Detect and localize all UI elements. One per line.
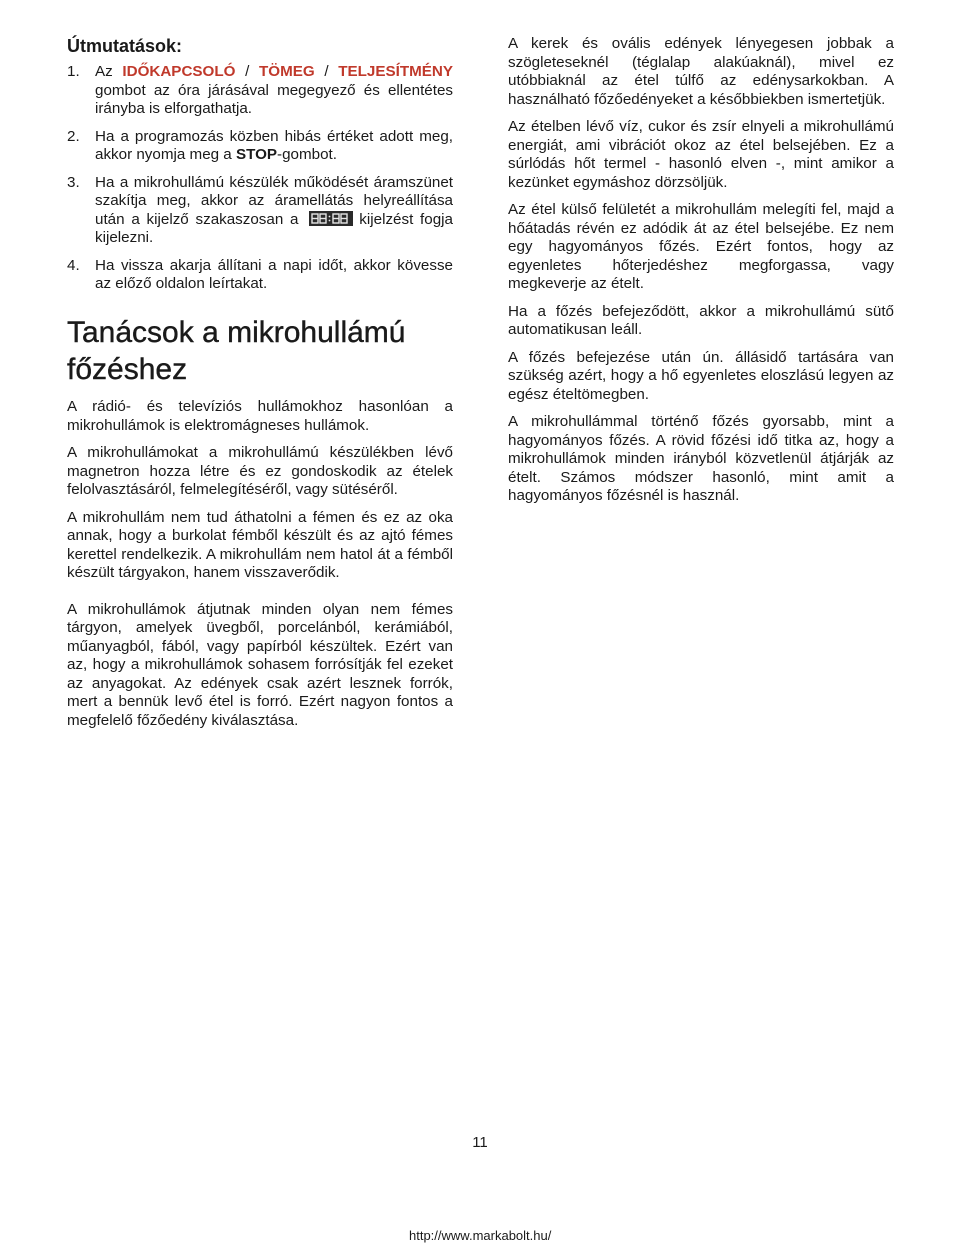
list-item-number: 1. (67, 63, 80, 80)
list-item-text: Ha vissza akarja állítani a napi időt, akkor kövesse az előző oldalon leírtakat. (95, 256, 453, 292)
section-title: Tanácsok a mikrohullámú főzéshez (67, 316, 406, 386)
lcd-display-icon (309, 211, 353, 226)
paragraph: A rádió- és televíziós hullámokhoz hasonlóan a mikrohullámok is elektromágneses hullámok. (67, 398, 453, 434)
list-item (67, 128, 453, 165)
list-item (67, 257, 453, 294)
paragraph: A főzés befejezése után ún. állásidő tartására van szükség azért, hogy a hő egyenletes eloszlású legyen az egész ételtömegben. (508, 348, 894, 403)
weight-keyword: TÖMEG (258, 63, 315, 80)
paragraph: A mikrohullámokat a mikrohullámú készülékben lévő magnetron hozza létre és ez gondoskodik az ételek felolvasztásáról, felmelegítéséről, vagy sütéséről. (67, 444, 453, 498)
list-item-text: Ha a programozás közben hibás értéket adott meg, akkor nyomja meg a (95, 127, 453, 163)
list-item-number: 4. (67, 256, 80, 274)
list-item (67, 63, 453, 119)
list-item-number: 3. (67, 173, 80, 191)
paragraph: Az étel külső felületét a mikrohullám melegíti fel, majd a hőátadás révén ez adódik át az étel belsejébe. Ez nem egy hagyományos főzés. Ezért fontos, hogy az egyenletes hőterjedéshez megforgassa, vagy megkeverje az ételt. (508, 201, 894, 292)
list-item-text: kijelzést fogja kijelezni. (95, 210, 453, 246)
list-item-text: gombot az óra járásával megegyező és ellentétes irányba is elforgathatja. (95, 81, 453, 117)
paragraph: A mikrohullám nem tud áthatolni a fémen és ez az oka annak, hogy a burkolat fémből készült és az ajtó fémes kerettel rendelkezik. A mikrohullám nem hatol át a fémből készült tárgyakon, hanem visszaverődik. (67, 508, 453, 581)
instructions-heading: Útmutatások: (67, 36, 183, 56)
stop-keyword: STOP (235, 146, 278, 163)
page-number: 11 (472, 1134, 488, 1151)
instructions-list (67, 63, 453, 303)
right-paragraphs (508, 35, 894, 515)
list-item-text: -gombot. (277, 146, 337, 163)
paragraph: Az ételben lévő víz, cukor és zsír elnyeli a mikrohullámú energiát, ami vibrációt okoz az étel belsejében. Ez a súrlódás hőt termel - hasonló elven -, mint amikor a kezünket egymáshoz dörzsöljük. (508, 118, 894, 191)
paragraph: A kerek és ovális edények lényegesen jobbak a szögleteseknél (téglalap alakúaknál), mivel ez utóbbiaknál az étel túlfő az edénysarkokban. A használható főzőedényeket a későbbiekben ismertetjük. (508, 35, 894, 108)
separator: / (235, 63, 259, 80)
list-item-number: 2. (67, 127, 80, 145)
list-item-text: Ha a mikrohullámú készülék működését áramszünet szakítja meg, akkor az áramellátás helyreállítása után a kijelző szakaszosan a (95, 173, 453, 228)
paragraph: Ha a főzés befejeződött, akkor a mikrohullámú sütő automatikusan leáll. (508, 302, 894, 338)
paragraph: A mikrohullámok átjutnak minden olyan nem fémes tárgyon, amelyek üvegből, porcelánból, kerámiából, műanyagból, fából, vagy papírból készültek. Ezért van az, hogy a mikrohullámok sohasem forrósítják fel ezeket az anyagokat. Az edények csak azért lesznek forrók, mert a bennük levő étel is forró. Ezért nagyon fontos a megfelelő főzőedény kiválasztása. (67, 600, 453, 729)
power-keyword: TELJESÍTMÉNY (338, 63, 453, 80)
list-item-text: Az (95, 63, 123, 80)
left-paragraphs (67, 398, 453, 739)
list-item (67, 174, 453, 248)
paragraph: A mikrohullámmal történő főzés gyorsabb, mint a hagyományos főzés. A rövid főzési idő titka az, hogy a mikrohullámok minden irányból közvetlenül átjárják az ételt. Számos módszer hasonló, mint amit a hagyományos főzésnél is használ. (508, 413, 894, 504)
separator: / (314, 63, 339, 80)
timer-keyword: IDŐKAPCSOLÓ (122, 63, 236, 80)
footer-url[interactable]: http://www.markabolt.hu/ (409, 1228, 552, 1243)
